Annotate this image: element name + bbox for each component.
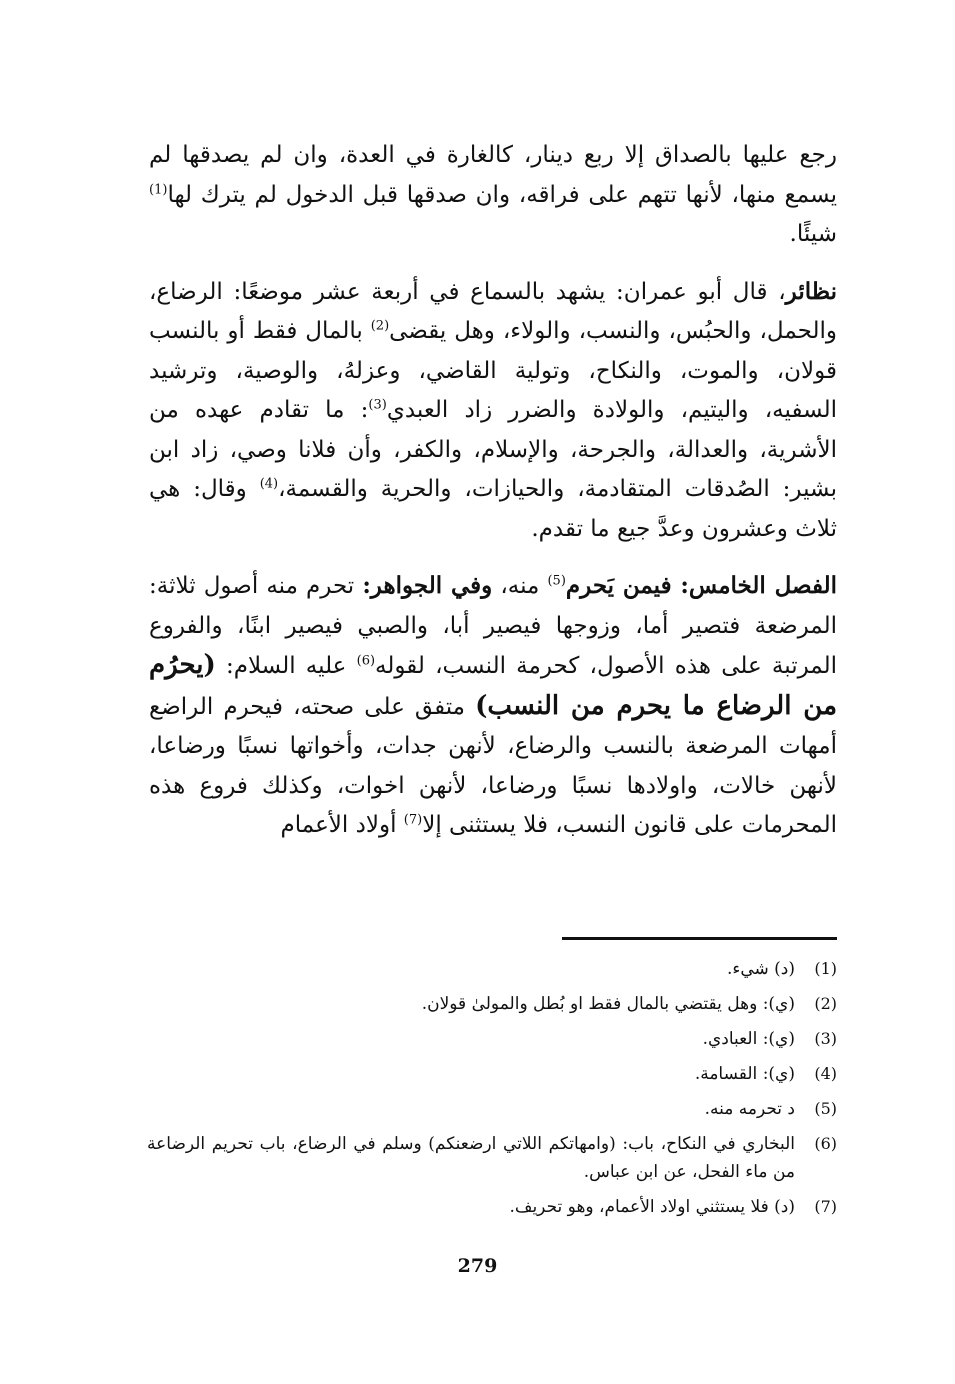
paragraph-2-text-b: بالمال فقط أو بالنسب قولان، والموت، والنكاح، وتولية القاضي، وعزلهُ، والوصية، وترشيد السفيه، واليتيم، والولادة والضرر زاد العبدي bbox=[149, 318, 838, 423]
footnote-item bbox=[147, 1025, 837, 1053]
footnote-separator bbox=[562, 937, 837, 940]
paragraph-1 bbox=[149, 136, 837, 255]
footnote-number: (5) bbox=[814, 1099, 837, 1118]
paragraph-1-text: رجع عليها بالصداق إلا ربع دينار، كالغارة في العدة، وان لم يصدقها لم يسمع منها، لأنها تتهم على فراقه، وان صدقها قبل الدخول لم يترك لها bbox=[149, 142, 837, 208]
footnote-ref-6: (6) bbox=[356, 653, 376, 669]
footnote-text: (ي): القسامة. bbox=[694, 1064, 795, 1084]
paragraph-3-text-e: أولاد الأعمام bbox=[280, 812, 404, 838]
hadith-quote: (يحرُم من الرضاع ما يحرم من النسب) bbox=[149, 650, 837, 721]
footnote-text: (ي): وهل يقتضي بالمال فقط او بُطل والمولىٰ قولان. bbox=[421, 994, 795, 1014]
paragraph-2-text-d: وقال: هي ثلاث وعشرون وعدَّ جيع ما تقدم. bbox=[149, 476, 837, 542]
footnote-ref-2: (2) bbox=[370, 318, 390, 334]
footnote-item bbox=[147, 1193, 837, 1221]
section-heading: الفصل الخامس: فيمن يَحرم bbox=[565, 572, 837, 599]
footnote-number: (6) bbox=[814, 1134, 837, 1153]
paragraph-3-text-a: منه، bbox=[492, 573, 548, 599]
footnote-item bbox=[147, 955, 837, 983]
paragraph-2-text-a: ، قال أبو عمران: يشهد بالسماع في أربعة عشر موضعًا: الرضاع، والحمل، والحبُس، والنسب، والولاء، وهل يقضى bbox=[149, 278, 837, 344]
footnote-item bbox=[147, 1095, 837, 1123]
footnote-number: (4) bbox=[814, 1064, 837, 1083]
paragraph-2-text-c: : ما تقادم عهده من الأشرية، والعدالة، والجرحة، والإسلام، والكفر، وأن فلانا وصي، زاد ابن بشير: الصُدقات المتقادمة، والحيازات، والحرية والقسمة، bbox=[149, 397, 837, 502]
footnote-text: (د) شيء. bbox=[726, 959, 795, 979]
paragraph-3-text-c: عليه السلام: bbox=[215, 653, 357, 679]
footnote-number: (2) bbox=[814, 994, 837, 1013]
footnote-number: (3) bbox=[814, 1029, 837, 1048]
footnote-text: (ي): العبادي. bbox=[702, 1029, 795, 1049]
main-text bbox=[149, 136, 837, 846]
paragraph-3 bbox=[149, 566, 837, 846]
page-number: 279 bbox=[457, 1255, 498, 1277]
footnote-ref-5: (5) bbox=[547, 573, 566, 589]
footnote-item bbox=[147, 1060, 837, 1088]
paragraph-3-text-d: متفق على صحته، فيحرم الراضع أمهات المرضعة بالنسب والرضاع، لأنهن جدات، وأخواتها نسبًا ورضاعا، لأنهن خالات، واولادها نسبًا ورضاعا، لأنهن اخوات، وكذلك فروع هذه المحرمات على قانون النسب، فلا يستثنى إلا bbox=[149, 693, 837, 838]
footnote-text: د تحرمه منه. bbox=[704, 1099, 795, 1119]
footnote-ref-7: (7) bbox=[403, 812, 423, 828]
footnote-item bbox=[147, 1130, 837, 1186]
paragraph-3-text-b: تحرم منه أصول ثلاثة: المرضعة فتصير أما، وزوجها فيصير أبا، والصبي فيصير ابنًا، والفروع المرتبة على هذه الأصول، كحرمة النسب، لقوله bbox=[149, 573, 837, 679]
paragraph-2 bbox=[149, 272, 837, 550]
footnote-number: (7) bbox=[814, 1197, 837, 1216]
footnotes-list bbox=[147, 955, 837, 1228]
footnote-item bbox=[147, 990, 837, 1018]
footnote-ref-3: (3) bbox=[368, 397, 387, 413]
paragraph-3-source: وفي الجواهر: bbox=[362, 572, 493, 599]
footnote-text: البخاري في النكاح، باب: (وامهاتكم اللاتي ارضعنكم) وسلم في الرضاع، باب تحريم الرضاعة من ماء الفحل، عن ابن عباس. bbox=[147, 1134, 795, 1182]
paragraph-2-heading: نظائر bbox=[785, 277, 837, 305]
footnote-number: (1) bbox=[814, 959, 837, 978]
footnote-text: (د) فلا يستثني اولاد الأعمام، وهو تحريف. bbox=[509, 1197, 795, 1217]
paragraph-1-text-end: شيئًا. bbox=[789, 221, 837, 247]
footnote-ref-1: (1) bbox=[149, 181, 168, 197]
footnote-ref-4: (4) bbox=[259, 476, 279, 492]
